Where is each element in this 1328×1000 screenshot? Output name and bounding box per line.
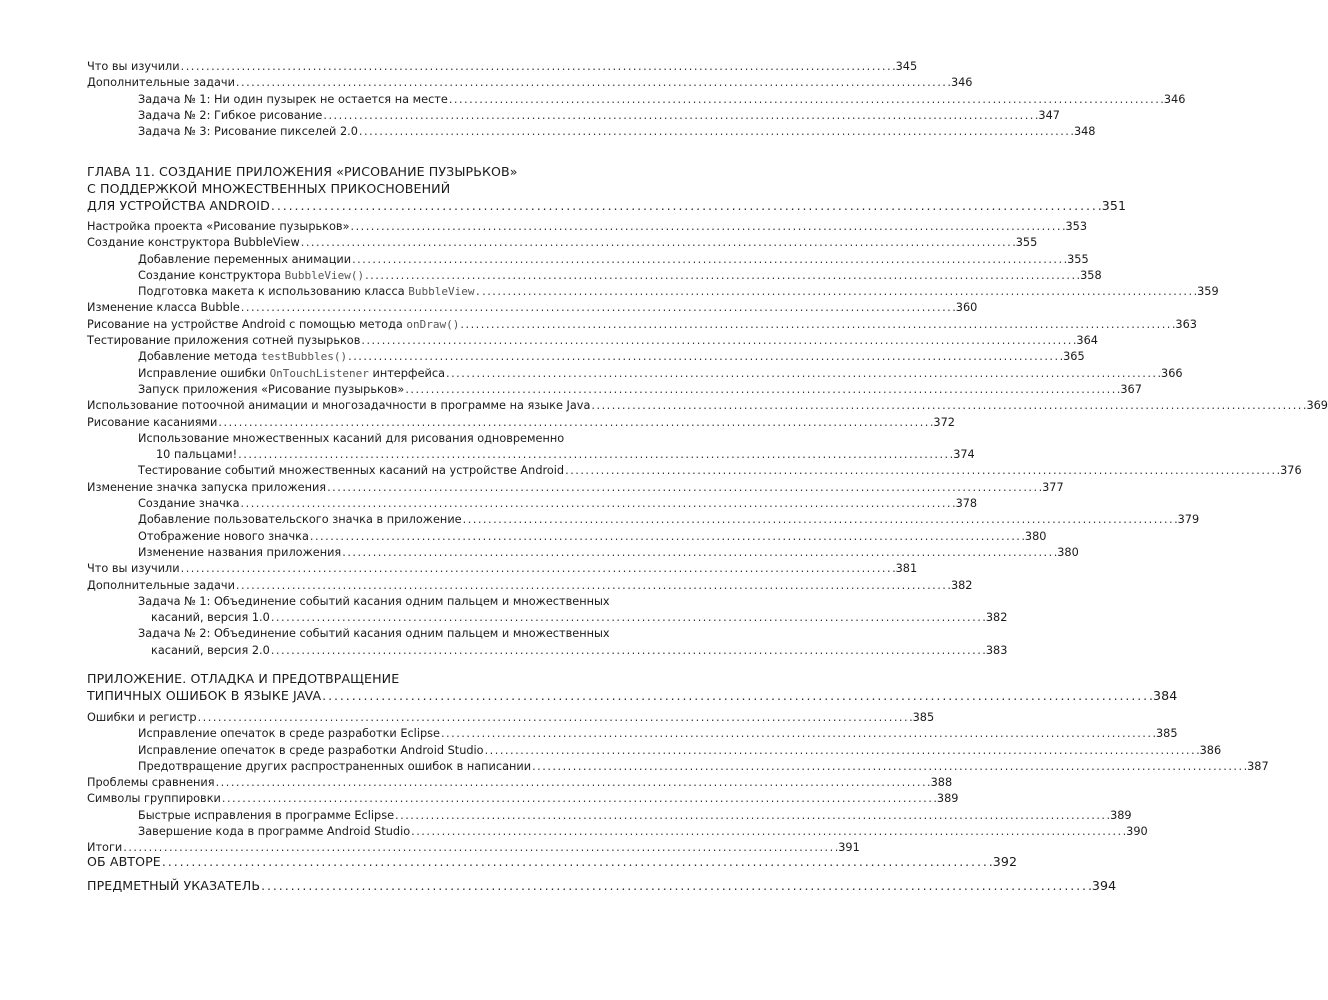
appendix-heading: [87, 670, 1178, 704]
code-token: onDraw(): [406, 317, 460, 331]
toc-entry: Изменение класса Bubble . . . 360: [87, 300, 617, 316]
appendix-entries: [87, 710, 1269, 857]
toc-entry: Подготовка макета к использованию класса BubbleView. . . . 359: [87, 284, 617, 300]
toc-entry-wrap-line: Задача № 1: Объединение событий касания одним пальцем и множественных: [138, 594, 610, 608]
toc-entry: касаний, версия 2.0 . . . 383: [87, 643, 617, 659]
code-token: BubbleView(): [284, 268, 365, 282]
toc-entry: ПРЕДМЕТНЫЙ УКАЗАТЕЛЬ . . . 394: [87, 877, 617, 894]
toc-entry: Задача № 1: Ни один пузырек не остается на месте . . . 346: [87, 92, 617, 108]
toc-block-previous-chapter-end: [87, 59, 1186, 140]
toc-entry: Исправление ошибки OnTouchListener интерфейса . . . 366: [87, 366, 617, 382]
code-token: OnTouchListener: [269, 366, 369, 380]
toc-entry: Тестирование событий множественных касаний на устройстве Android . . . 376: [87, 463, 617, 479]
toc-entry: Создание конструктора BubbleView() . . . 358: [87, 268, 617, 284]
toc-entry-wrap-line: Задача № 2: Объединение событий касания одним пальцем и множественных: [138, 627, 610, 641]
toc-entry: Запуск приложения «Рисование пузырьков» . . . 367: [87, 382, 617, 398]
toc-entry: Быстрые исправления в программе Eclipse . . . 389: [87, 808, 617, 824]
toc-entry: Задача № 2: Гибкое рисование . . . 347: [87, 108, 617, 124]
index-heading: [87, 877, 1117, 894]
chapter-title-line: С ПОДДЕРЖКОЙ МНОЖЕСТВЕННЫХ ПРИКОСНОВЕНИЙ: [87, 181, 451, 196]
toc-entry: Использование потоочной анимации и многозадачности в программе на языке Java . . . 369: [87, 398, 617, 414]
appendix-title-line: ПРИЛОЖЕНИЕ. ОТЛАДКА И ПРЕДОТВРАЩЕНИЕ: [87, 671, 400, 686]
toc-entry: Дополнительные задачи . . . 382: [87, 578, 617, 594]
toc-entry: Завершение кода в программе Android Studio . . . 390: [87, 824, 617, 840]
toc-entry: Что вы изучили . . . 381: [87, 561, 617, 577]
chapter-11-heading: [87, 163, 1127, 214]
toc-entry: касаний, версия 1.0 . . . 382: [87, 610, 617, 626]
toc-entry: Задача № 3: Рисование пикселей 2.0 . . . 348: [87, 124, 617, 140]
toc-entry: Дополнительные задачи . . . 346: [87, 75, 617, 91]
toc-entry-wrap-line: Использование множественных касаний для рисования одновременно: [138, 431, 565, 445]
toc-entry: Ошибки и регистр . . . 385: [87, 710, 617, 726]
toc-entry: Предотвращение других распространенных ошибок в написании . . . 387: [87, 759, 617, 775]
toc-entry: Изменение названия приложения . . . 380: [87, 545, 617, 561]
toc-entry: 10 пальцами! . . . 374: [87, 447, 617, 463]
toc-entry: Что вы изучили . . . 345: [87, 59, 617, 75]
appendix-title-last-line: ТИПИЧНЫХ ОШИБОК В ЯЗЫКЕ JAVA . . . 384: [87, 687, 617, 704]
toc-entry: Символы группировки . . . 389: [87, 791, 617, 807]
toc-entry: Итоги . . . 391: [87, 840, 617, 856]
toc-entry: Добавление пользовательского значка в приложение . . . 379: [87, 512, 617, 528]
toc-entry: Создание конструктора BubbleView . . . 355: [87, 235, 617, 251]
toc-entry: Добавление переменных анимации . . . 355: [87, 252, 617, 268]
toc-entry: Проблемы сравнения . . . 388: [87, 775, 617, 791]
chapter-title-line: ГЛАВА 11. СОЗДАНИЕ ПРИЛОЖЕНИЯ «РИСОВАНИЕ ПУЗЫРЬКОВ»: [87, 164, 518, 179]
toc-entry: Создание значка . . . 378: [87, 496, 617, 512]
toc-entry: Тестирование приложения сотней пузырьков . . . 364: [87, 333, 617, 349]
toc-entry: Исправление опечаток в среде разработки Android Studio . . . 386: [87, 743, 617, 759]
toc-entry: Отображение нового значка . . . 380: [87, 529, 617, 545]
toc-entry: Рисование касаниями . . . 372: [87, 415, 617, 431]
toc-entry: Изменение значка запуска приложения . . . 377: [87, 480, 617, 496]
chapter-title-last-line: ДЛЯ УСТРОЙСТВА ANDROID . . . 351: [87, 197, 617, 214]
about-author-heading: [87, 853, 1018, 870]
toc-entry: Добавление метода testBubbles() . . . 365: [87, 349, 617, 365]
code-token: BubbleView.: [408, 285, 482, 299]
toc-entry: Рисование на устройстве Android с помощью метода onDraw() . . . 363: [87, 317, 617, 333]
toc-entry: ОБ АВТОРЕ . . . 392: [87, 853, 617, 870]
code-token: testBubbles(): [261, 350, 348, 364]
toc-entry: Исправление опечаток в среде разработки Eclipse . . . 385: [87, 726, 617, 742]
toc-entry: Настройка проекта «Рисование пузырьков» . . . 353: [87, 219, 617, 235]
chapter-11-entries: [87, 219, 1328, 659]
